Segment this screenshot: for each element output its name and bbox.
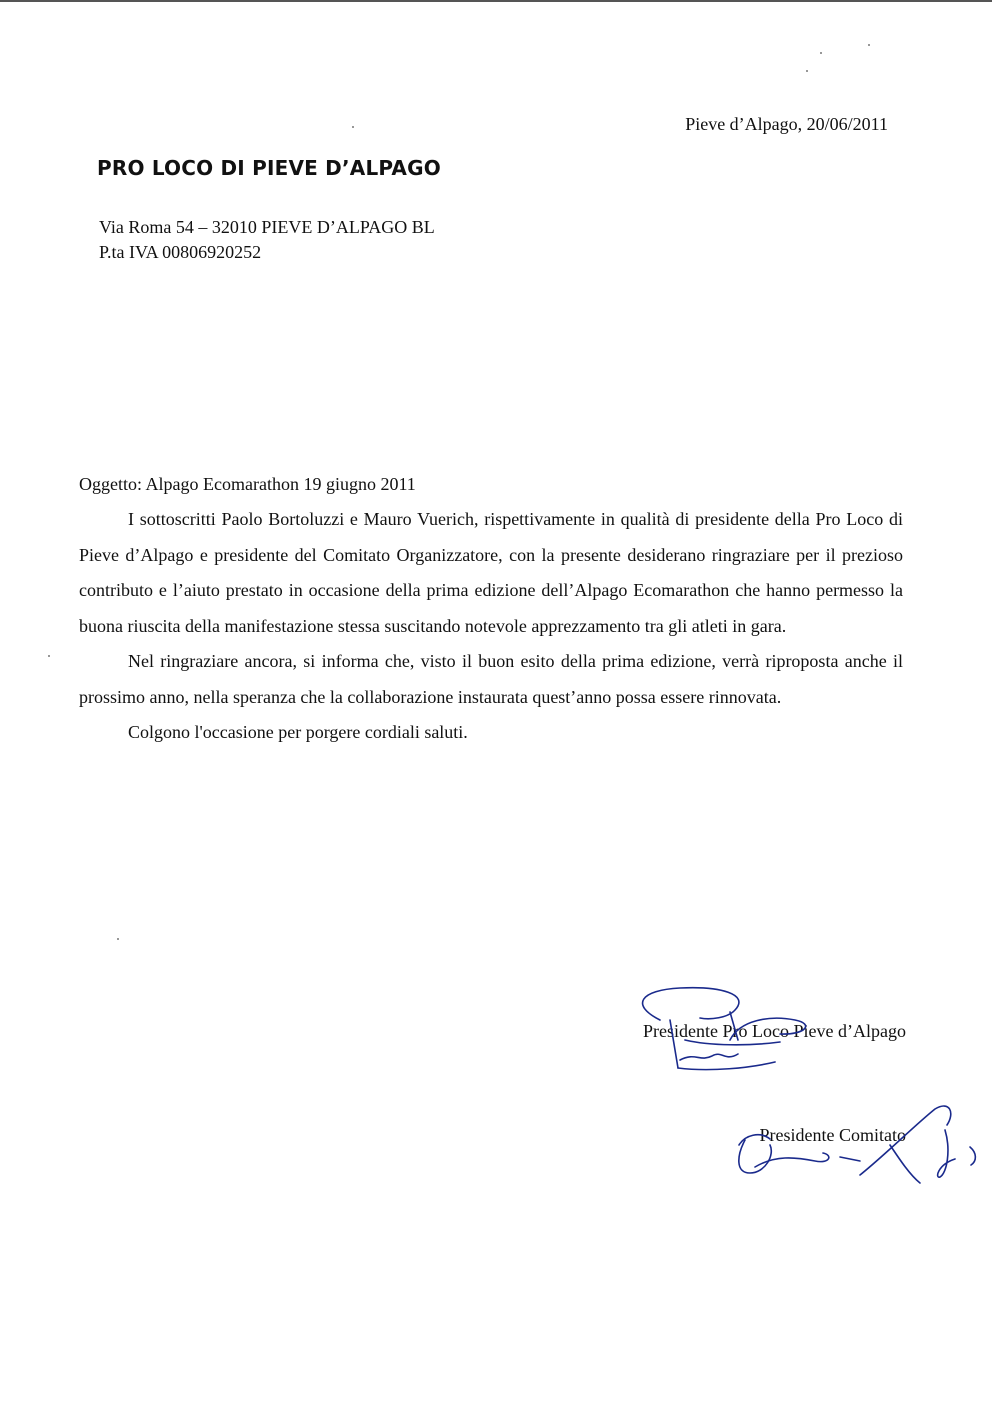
signature-label-committee: Presidente Comitato [759,1125,906,1145]
address-block [99,215,435,265]
scan-speck [868,44,870,46]
scan-speck [117,938,119,940]
signature-label-pro-loco: Presidente Pro Loco Pieve d’Alpago [643,1021,906,1041]
scan-edge [0,0,992,2]
letter-body [79,502,903,751]
scan-speck [820,52,822,54]
scan-speck [352,126,354,128]
organization-title: PRO LOCO DI PIEVE D’ALPAGO [97,156,441,180]
vat-line: P.ta IVA 00806920252 [99,242,262,262]
address-line: Via Roma 54 – 32010 PIEVE D’ALPAGO BL [99,217,435,237]
scan-speck [806,70,808,72]
paragraph: I sottoscritti Paolo Bortoluzzi e Mauro Vuerich, rispettivamente in qualità di presidente della Pro Loco di Pieve d’Alpago e presidente del Comitato Organizzatore, con la presente desiderano ringraziare per il prezioso contributo e l’aiuto prestato in occasione della prima edizione dell’Alpago Ecomarathon che hanno permesso la buona riuscita della manifestazione stessa suscitando notevole apprezzamento tra gli atleti in gara. [79,509,903,636]
paragraph: Nel ringraziare ancora, si informa che, visto il buon esito della prima edizione, verrà riproposta anche il prossimo anno, nella speranza che la collaborazione instaurata quest’anno possa essere rinnovata. [79,651,903,707]
subject-line: Oggetto: Alpago Ecomarathon 19 giugno 2011 [79,474,416,494]
paragraph: Colgono l'occasione per porgere cordiali saluti. [128,722,468,742]
place-date: Pieve d’Alpago, 20/06/2011 [685,114,888,134]
scan-speck [48,655,50,657]
